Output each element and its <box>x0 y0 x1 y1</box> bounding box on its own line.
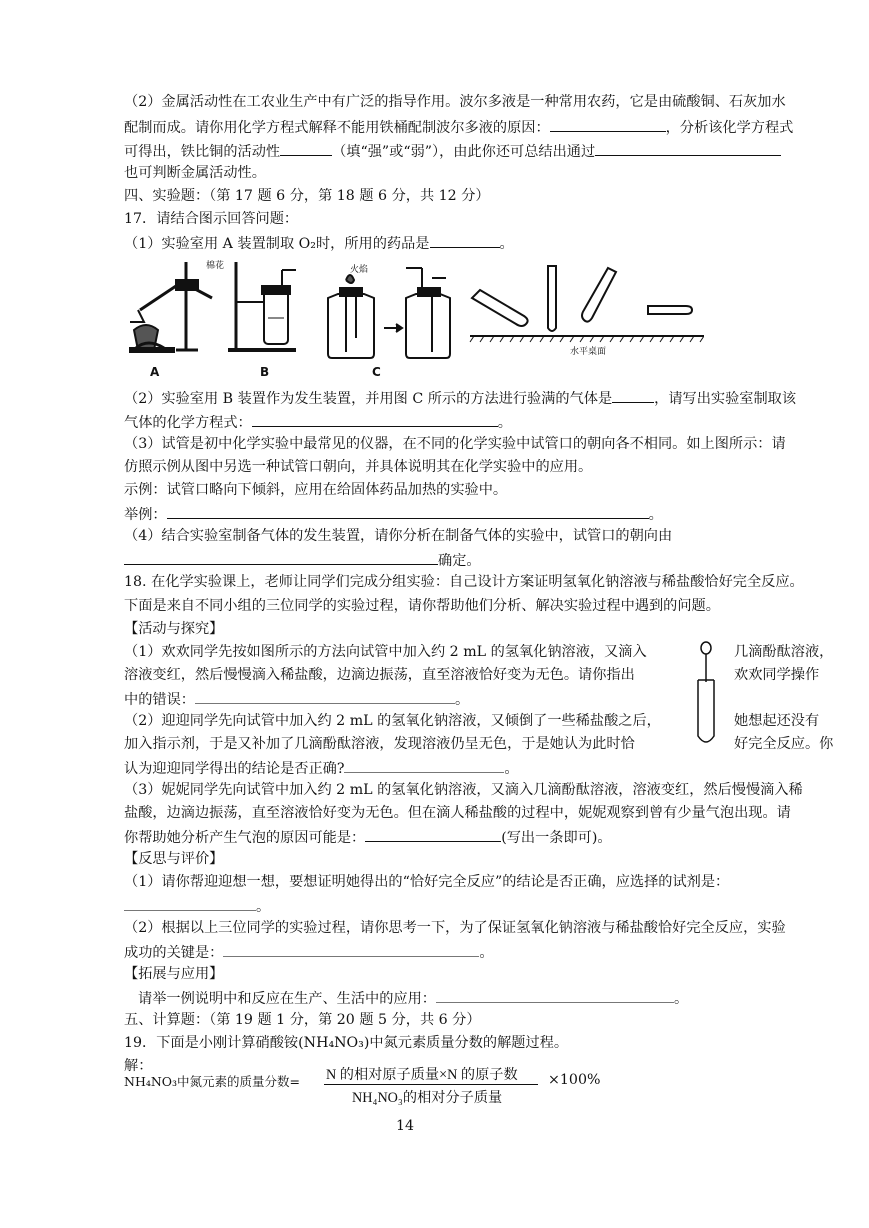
formula-denominator: NH₄NO₃的相对分子质量 <box>352 1090 503 1106</box>
formula-numerator: N 的相对原子质量×N 的原子数 <box>326 1067 518 1083</box>
q17-2-line1: （2）实验室用 B 装置作为发生装置，并用图 C 所示的方法进行验满的气体是 ，请写出实验室制取该 <box>124 387 796 409</box>
activity-heading: 【活动与探究】 <box>124 621 224 637</box>
q18-line1: 18. 在化学实验课上，老师让同学们完成分组实验：自己设计方案证明氢氧化钠溶液与稀盐酸恰好完全反应。 <box>124 574 804 590</box>
q17-1: （1）实验室用 A 装置制取 O₂时，所用的药品是 。 <box>124 232 514 254</box>
q18-2-line2: 加入指示剂，于是又补加了几滴酚酞溶液，发现溶液仍呈无色，于是她认为此时恰 <box>124 736 635 752</box>
fraction-bar <box>324 1084 538 1085</box>
answer-blank[interactable] <box>124 895 256 911</box>
answer-blank[interactable] <box>167 503 649 519</box>
dropper-tube-illustration <box>692 640 720 748</box>
q18-3-line2: 盐酸，边滴边振荡，直至溶液恰好变为无色。但在滴人稀盐酸的过程中，妮妮观察到曾有少量气泡出现。请 <box>124 805 791 821</box>
q18-1-line2: 溶液变红，然后慢慢滴入稀盐酸，边滴边振荡，直至溶液恰好变为无色。请你指出 <box>124 667 635 683</box>
q16-2-line4: 也可判断金属活动性。 <box>124 165 266 181</box>
q17-4-line2: 确定。 <box>124 549 481 571</box>
q18-2-line2-right: 好完全反应。你 <box>734 736 834 752</box>
page-number: 14 <box>396 1118 415 1134</box>
section-five-heading: 五、计算题：（第 19 题 1 分，第 20 题 5 分，共 6 分） <box>124 1012 481 1028</box>
q18-2-line1: （2）迎迎同学先向试管中加入约 2 mL 的氢氧化钠溶液，又倾倒了一些稀盐酸之后， <box>124 713 661 729</box>
q18-2-line1-right: 她想起还没有 <box>734 713 820 729</box>
extend-heading: 【拓展与应用】 <box>124 966 224 982</box>
answer-blank[interactable] <box>223 941 479 957</box>
apparatus-c <box>328 268 450 358</box>
label-b: B <box>260 365 270 379</box>
answer-blank[interactable] <box>430 232 500 248</box>
q16-2-line3: 可得出，铁比铜的活动性 （填“强”或“弱”），由此你还可总结出通过 <box>124 140 781 162</box>
reflect-heading: 【反思与评价】 <box>124 851 224 867</box>
answer-blank[interactable] <box>365 826 501 842</box>
apparatus-figure <box>124 258 704 380</box>
q17-3-answer: 举例： 。 <box>124 503 663 525</box>
q16-2-line1: （2）金属活动性在工农业生产中有广泛的指导作用。波尔多液是一种常用农药，它是由硫酸铜、石灰加水 <box>124 94 786 110</box>
formula-rhs: ×100% <box>548 1072 601 1088</box>
reflect-1-answer: 。 <box>124 895 270 917</box>
q16-2-line2: 配制而成。请你用化学方程式解释不能用铁桶配制波尔多液的原因： ，分析该化学方程式 <box>124 116 793 138</box>
answer-blank[interactable] <box>195 688 455 704</box>
answer-blank[interactable] <box>612 387 654 403</box>
extend-1: 请举一例说明中和反应在生产、生活中的应用： 。 <box>138 987 688 1009</box>
q17-4-line1: （4）结合实验室制备气体的发生装置，请你分析在制备气体的实验中，试管口的朝向由 <box>124 528 673 544</box>
answer-blank[interactable] <box>344 757 504 773</box>
section-four-heading: 四、实验题：（第 17 题 6 分，第 18 题 6 分，共 12 分） <box>124 188 490 204</box>
q17-3-line1: （3）试管是初中化学实验中最常见的仪器，在不同的化学实验中试管口的朝向各不相同。如上图所示：请 <box>124 436 786 452</box>
apparatus-a <box>130 262 212 352</box>
q18-1-line1-right: 几滴酚酞溶液， <box>734 644 834 660</box>
answer-blank[interactable] <box>436 987 674 1003</box>
q18-1-line1: （1）欢欢同学先按如图所示的方法向试管中加入约 2 mL 的氢氧化钠溶液，又滴入 <box>124 644 647 660</box>
q18-line2: 下面是来自不同小组的三位同学的实验过程，请你帮助他们分析、解决实验过程中遇到的问题。 <box>124 598 720 614</box>
q17-heading: 17．请结合图示回答问题： <box>124 211 299 227</box>
answer-blank[interactable] <box>124 549 438 565</box>
q18-3-line1: （3）妮妮同学先向试管中加入约 2 mL 的氢氧化钠溶液，又滴入几滴酚酞溶液，溶液变红，然后慢慢滴入稀 <box>124 782 803 798</box>
q17-3-example: 示例：试管口略向下倾斜，应用在给固体药品加热的实验中。 <box>124 482 508 498</box>
label-flame: 火焰 <box>350 265 369 275</box>
label-table: 水平桌面 <box>570 347 607 357</box>
answer-blank[interactable] <box>280 140 332 156</box>
label-cotton: 棉花 <box>206 261 225 271</box>
reflect-2-line2: 成功的关键是： 。 <box>124 941 494 963</box>
q18-3-line3: 你帮助她分析产生气泡的原因可能是： (写出一条即可)。 <box>124 826 612 848</box>
label-a: A <box>150 365 160 379</box>
q18-1-line3: 中的错误： 。 <box>124 688 469 710</box>
q17-3-line2: 仿照示例从图中另选一种试管口朝向，并具体说明其在化学实验中的应用。 <box>124 459 593 475</box>
reflect-1: （1）请你帮迎迎想一想，要想证明她得出的“恰好完全反应”的结论是否正确，应选择的试剂是： <box>124 874 730 890</box>
answer-blank[interactable] <box>595 140 781 156</box>
q18-1-line2-right: 欢欢同学操作 <box>734 667 820 683</box>
apparatus-b <box>228 262 296 350</box>
answer-blank[interactable] <box>550 116 666 132</box>
solution-label: 解： <box>124 1058 153 1074</box>
answer-blank[interactable] <box>252 411 498 427</box>
q17-2-line2: 气体的化学方程式： 。 <box>124 411 512 433</box>
reflect-2-line1: （2）根据以上三位同学的实验过程，请你思考一下，为了保证氢氧化钠溶液与稀盐酸恰好完全反应，实验 <box>124 920 786 936</box>
formula-lhs: NH₄NO₃中氮元素的质量分数= <box>124 1074 301 1089</box>
test-tube-orientations <box>470 266 704 342</box>
label-c: C <box>372 365 381 379</box>
q19: 19．下面是小刚计算硝酸铵(NH₄NO₃)中氮元素质量分数的解题过程。 <box>124 1035 569 1051</box>
q18-2-line3: 认为迎迎同学得出的结论是否正确? 。 <box>124 757 519 779</box>
